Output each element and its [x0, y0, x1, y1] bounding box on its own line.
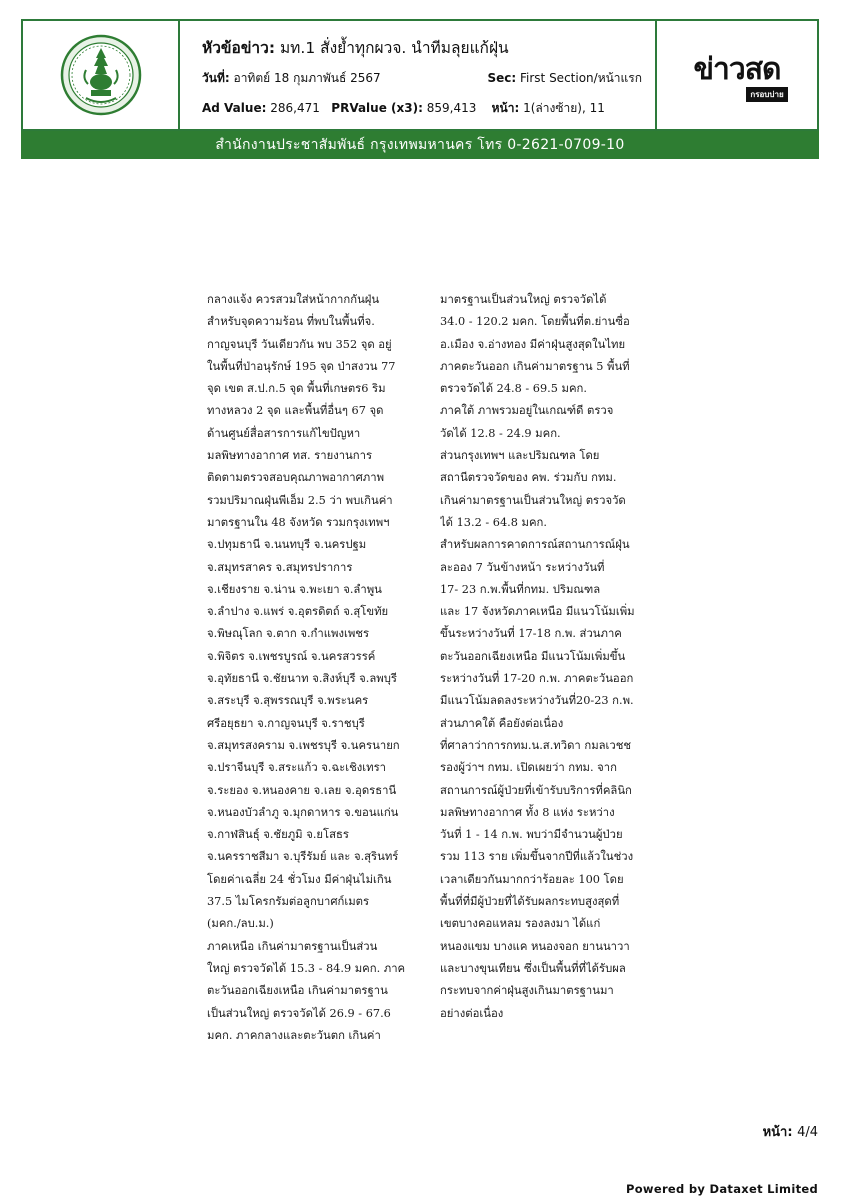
article-line: ส่วนภาคใต้ คือยังต่อเนื่อง [440, 716, 564, 730]
article-line: มลพิษทางอากาศ ทส. รายงานการ [207, 449, 373, 463]
article-line: รวมปริมาณฝุ่นพีเอ็ม 2.5 ว่า พบเกินค่า [207, 493, 393, 507]
page-value: 1(ล่างซ้าย), 11 [523, 101, 605, 115]
article-line: กระทบจากค่าฝุ่นสูงเกินมาตรฐานมา [440, 984, 614, 998]
article-line: ระหว่างวันที่ 17-20 ก.พ. ภาคตะวันออก [440, 672, 634, 686]
article-line: ติดตามตรวจสอบคุณภาพอากาศภาพ [207, 471, 385, 485]
article-line: กาญจนบุรี วันเดียวกัน พบ 352 จุด อยู่ [207, 337, 392, 351]
article-line: เกินค่ามาตรฐานเป็นส่วนใหญ่ ตรวจวัด [440, 493, 626, 507]
article-line: จ.สระบุรี จ.สุพรรณบุรี จ.พระนคร [207, 694, 369, 708]
article-column-right [440, 289, 660, 1025]
bangkok-seal-icon [60, 34, 142, 116]
article-line: ใหญ่ ตรวจวัดได้ 15.3 - 84.9 มคก. ภาค [207, 961, 406, 975]
article-line: จ.สมุทรสงคราม จ.เพชรบุรี จ.นครนายก [207, 738, 400, 752]
article-line: มาตรฐานเป็นส่วนใหญ่ ตรวจวัดได้ [440, 293, 607, 306]
page-label: หน้า: [491, 101, 520, 115]
article-line: จ.สมุทรสาคร จ.สมุทรปราการ [207, 560, 353, 574]
section-label: Sec: [487, 71, 517, 85]
article-line: ส่วนกรุงเทพฯ และปริมณฑล โดย [440, 449, 600, 463]
article-line: มลพิษทางอากาศ ทั้ง 8 แห่ง ระหว่าง [440, 805, 615, 819]
article-line: จ.ปราจีนบุรี จ.สระแก้ว จ.ฉะเชิงเทรา [207, 761, 386, 775]
article-line: โดยค่าเฉลี่ย 24 ชั่วโมง มีค่าฝุ่นไม่เกิน [207, 872, 392, 886]
powered-by: Powered by Dataxet Limited [626, 1182, 818, 1196]
date-row [202, 69, 642, 88]
article-line: 17- 23 ก.พ.พื้นที่กทม. ปริมณฑล [440, 582, 601, 596]
article-line: สำหรับจุดความร้อน ที่พบในพื้นที่จ. [207, 315, 375, 329]
article-line: ในพื้นที่ป่าอนุรักษ์ 195 จุด ป่าสงวน 77 [207, 359, 396, 373]
article-line: วัดได้ 12.8 - 24.9 มคก. [440, 426, 561, 440]
article-line: เวลาเดียวกันมากกว่าร้อยละ 100 โดย [440, 872, 624, 886]
article-line: ภาคตะวันออก เกินค่ามาตรฐาน 5 พื้นที่ [440, 359, 630, 373]
article-line: จ.กาฬสินธุ์ จ.ชัยภูมิ จ.ยโสธร [207, 828, 349, 842]
section-field [487, 69, 642, 88]
section-value: First Section/หน้าแรก [520, 71, 642, 85]
article-line: ด้านศูนย์สื่อสารการแก้ไขปัญหา [207, 426, 361, 440]
article-line: 34.0 - 120.2 มคก. โดยพื้นที่ต.ย่านซื่อ [440, 315, 630, 329]
article-line: กลางแจ้ง ควรสวมใส่หน้ากากกันฝุ่น [207, 293, 380, 306]
article-line: หนองแขม บางแค หนองจอก ยานนาวา [440, 939, 630, 953]
clipping-info [180, 21, 658, 129]
article-line: จ.เชียงราย จ.น่าน จ.พะเยา จ.ลำพูน [207, 582, 382, 596]
logo-cell [23, 21, 180, 129]
value-row [202, 99, 605, 118]
article-line: และบางขุนเทียน ซึ่งเป็นพื้นที่ที่ได้รับผล [440, 961, 626, 975]
article-line: ทางหลวง 2 จุด และพื้นที่อื่นๆ 67 จุด [207, 404, 384, 418]
publication-edition: กรอบบ่าย [746, 87, 787, 102]
article-line: ภาคใต้ ภาพรวมอยู่ในเกณฑ์ดี ตรวจ [440, 404, 614, 418]
article-line: ตะวันออกเฉียงเหนือ มีแนวโน้มเพิ่มขึ้น [440, 649, 626, 663]
article-line: 37.5 ไมโครกรัมต่อลูกบาศก์เมตร [207, 895, 370, 909]
article-line: พื้นที่ที่มีผู้ป่วยที่ได้รับผลกระทบสูงสุดที่ [440, 895, 620, 909]
article-line: มาตรฐานใน 48 จังหวัด รวมกรุงเทพฯ [207, 515, 390, 529]
headline-label: หัวข้อข่าว: [202, 39, 276, 57]
article-line: ตะวันออกเฉียงเหนือ เกินค่ามาตรฐาน [207, 984, 388, 998]
article-line: ได้ 13.2 - 64.8 มคก. [440, 515, 547, 529]
article-line: ละออง 7 วันข้างหน้า ระหว่างวันที่ [440, 560, 605, 574]
ad-value-label: Ad Value: [202, 101, 267, 115]
article-line: จ.อุทัยธานี จ.ชัยนาท จ.สิงห์บุรี จ.ลพบุรี [207, 672, 397, 686]
article-line: จ.ระยอง จ.หนองคาย จ.เลย จ.อุดรธานี [207, 783, 397, 797]
article-line: สถานการณ์ผู้ป่วยที่เข้ารับบริการที่คลินิก [440, 783, 632, 797]
agency-contact-bar: สำนักงานประชาสัมพันธ์ กรุงเทพมหานคร โทร 0-2621-0709-10 [21, 131, 819, 159]
article-line: รวม 113 ราย เพิ่มขึ้นจากปีที่แล้วในช่วง [440, 850, 634, 864]
article-line: มีแนวโน้มลดลงระหว่างวันที่20-23 ก.พ. [440, 694, 634, 708]
article-line: ที่ศาลาว่าการกทม.น.ส.ทวิดา กมลเวชช [440, 738, 632, 752]
ad-value: 286,471 [270, 101, 320, 115]
article-column-left [207, 289, 419, 1047]
page-number-label: หน้า: [762, 1125, 793, 1140]
date-label: วันที่: [202, 71, 230, 85]
article-line: จ.หนองบัวลำภู จ.มุกดาหาร จ.ขอนแก่น [207, 805, 399, 819]
article-line: ขึ้นระหว่างวันที่ 17-18 ก.พ. ส่วนภาค [440, 627, 622, 641]
publication-name: ข่าวสด [693, 51, 781, 87]
headline-text: มท.1 สั่งย้ำทุกผวจ. นำทีมลุยแก้ฝุ่น [279, 39, 509, 57]
article-line: จ.นครราชสีมา จ.บุรีรัมย์ และ จ.สุรินทร์ [207, 850, 399, 864]
article-line: จ.พิษณุโลก จ.ตาก จ.กำแพงเพชร [207, 627, 370, 641]
article-line: วันที่ 1 - 14 ก.พ. พบว่ามีจำนวนผู้ป่วย [440, 828, 623, 842]
pr-value-label: PRValue (x3): [331, 101, 423, 115]
article-line: จุด เขต ส.ป.ก.5 จุด พื้นที่เกษตร6 ริม [207, 382, 386, 396]
article-line: อ.เมือง จ.อ่างทอง มีค่าฝุ่นสูงสุดในไทย [440, 337, 626, 351]
header-box [21, 19, 819, 131]
article-line: และ 17 จังหวัดภาคเหนือ มีแนวโน้มเพิ่ม [440, 605, 635, 619]
article-line: เป็นส่วนใหญ่ ตรวจวัดได้ 26.9 - 67.6 [207, 1006, 391, 1020]
article-line: ตรวจวัดได้ 24.8 - 69.5 มคก. [440, 382, 587, 396]
page-number-value: 4/4 [797, 1125, 818, 1140]
article-line: จ.ปทุมธานี จ.นนทบุรี จ.นครปฐม [207, 538, 367, 552]
headline-row [202, 35, 509, 60]
article-line: สำหรับผลการคาดการณ์สถานการณ์ฝุ่น [440, 538, 630, 552]
pr-value: 859,413 [426, 101, 477, 115]
article-line: อย่างต่อเนื่อง [440, 1006, 504, 1020]
article-line: ศรีอยุธยา จ.กาญจนบุรี จ.ราชบุรี [207, 716, 365, 730]
article-line: มคก. ภาคกลางและตะวันตก เกินค่า [207, 1028, 381, 1042]
date-value: อาทิตย์ 18 กุมภาพันธ์ 2567 [233, 71, 381, 85]
publication-logo [655, 21, 817, 129]
article-line: (มคก./ลบ.ม.) [207, 917, 274, 931]
article-line: จ.พิจิตร จ.เพชรบูรณ์ จ.นครสวรรค์ [207, 649, 376, 663]
page-number [763, 1121, 818, 1142]
article-line: สถานีตรวจวัดของ คพ. ร่วมกับ กทม. [440, 471, 617, 485]
article-line: จ.ลำปาง จ.แพร่ จ.อุตรดิตถ์ จ.สุโขทัย [207, 605, 389, 619]
article-line: รองผู้ว่าฯ กทม. เปิดเผยว่า กทม. จาก [440, 761, 617, 775]
article-line: เขตบางคอแหลม รองลงมา ได้แก่ [440, 917, 601, 931]
article-line: ภาคเหนือ เกินค่ามาตรฐานเป็นส่วน [207, 939, 378, 953]
